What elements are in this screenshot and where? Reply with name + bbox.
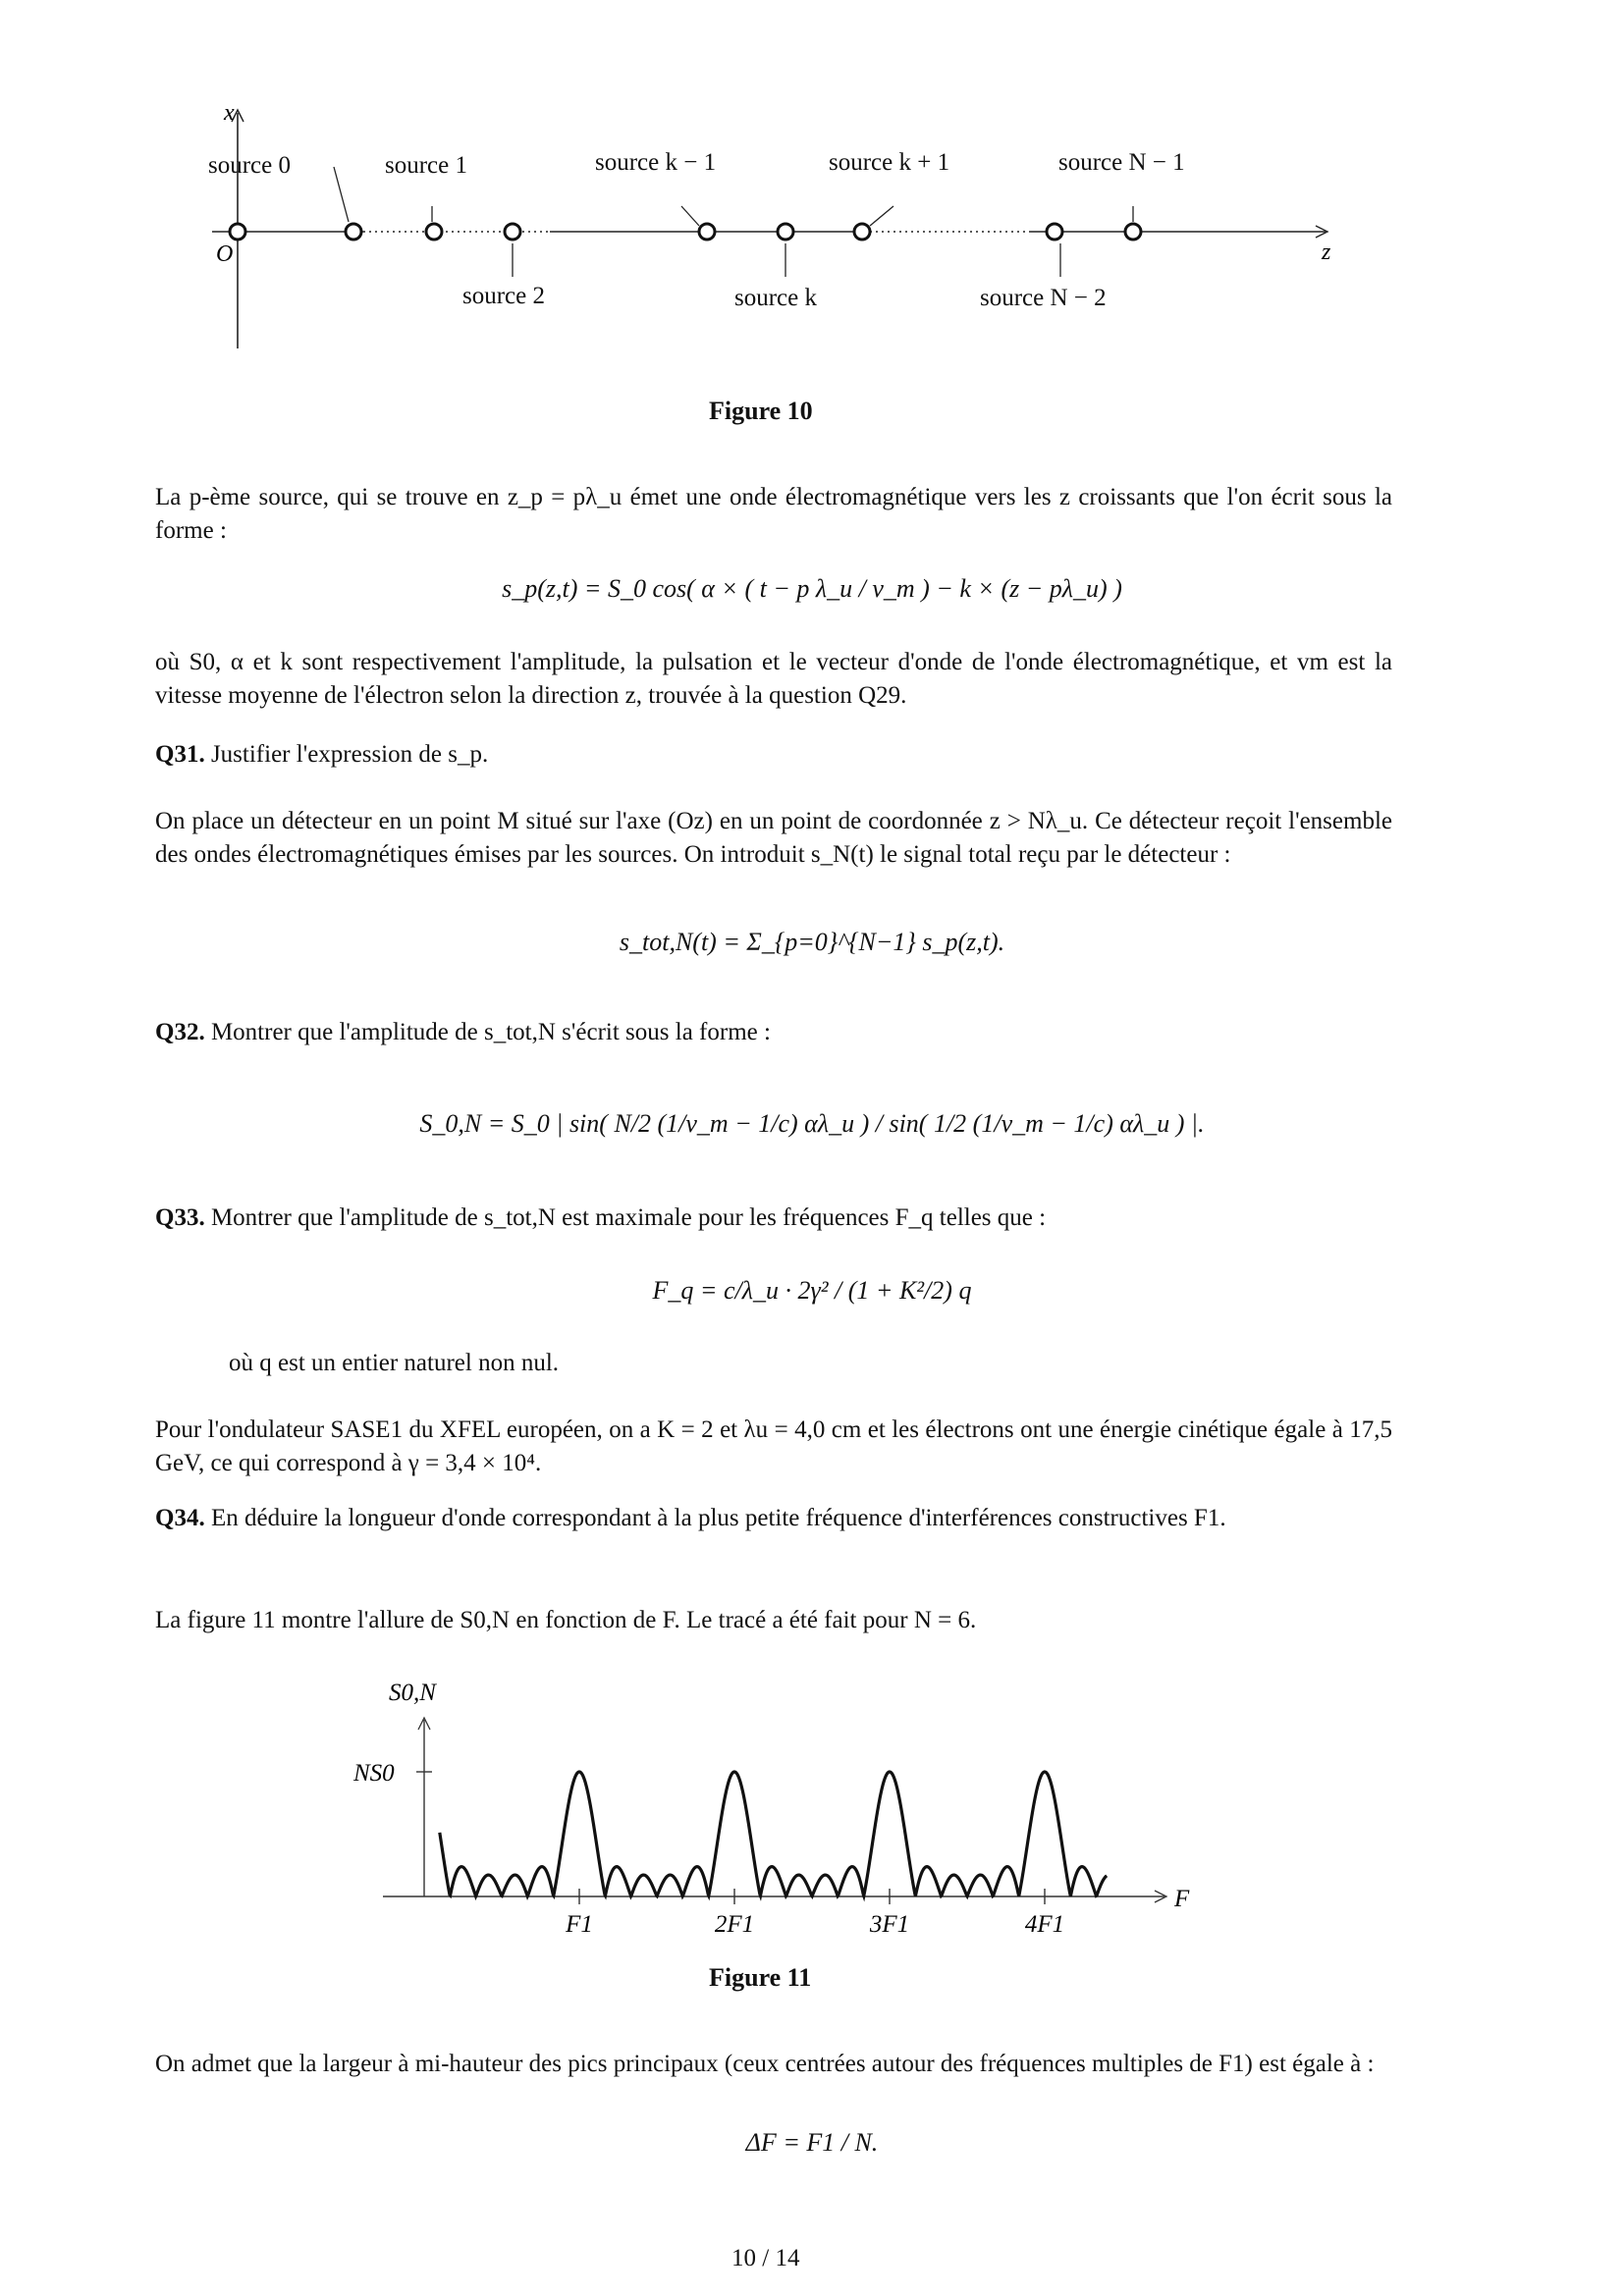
q32-text: Montrer que l'amplitude de s_tot,N s'écrit sous la forme : [210, 1019, 771, 1045]
sase-paragraph: Pour l'ondulateur SASE1 du XFEL européen, on a K = 2 et λu = 4,0 cm et les électrons ont une énergie cinétique égale à 17,5 GeV, ce qui correspond à γ = 3,4 × 10⁴. [155, 1416, 1392, 1476]
label-source-1: source 1 [385, 152, 467, 179]
where-paragraph: où S0, α et k sont respectivement l'amplitude, la pulsation et le vecteur d'onde de l'onde électromagnétique, et vm est la vitesse moyenne de l'électron selon la direction z, trouvée à la question Q29. [155, 649, 1392, 709]
intro-paragraph: La p-ème source, qui se trouve en z_p = pλ_u émet une onde électromagnétique vers les z croissants que l'on écrit sous la forme : [155, 484, 1392, 544]
equation-delta-f: ΔF = F1 / N. [745, 2128, 879, 2157]
label-source-k-minus-1: source k − 1 [595, 149, 717, 176]
q33-label: Q33. [155, 1204, 205, 1231]
question-33 [155, 1201, 1392, 1235]
origin-label: O [216, 241, 234, 267]
equation-stot: s_tot,N(t) = Σ_{p=0}^{N−1} s_p(z,t). [619, 928, 1005, 956]
q32-label: Q32. [155, 1019, 205, 1045]
q34-text: En déduire la longueur d'onde correspondant à la plus petite fréquence d'interférences constructives F1. [210, 1505, 1226, 1531]
x-tick-label: F1 [566, 1911, 593, 1938]
label-source-k: source k [734, 285, 817, 311]
chart-series-line [440, 1772, 1107, 1896]
halfwidth-paragraph: On admet que la largeur à mi-hauteur des pics principaux (ceux centrées autour des fréquences multiples de F1) est égale à : [155, 2051, 1375, 2077]
y-tick-label: NS0 [353, 1760, 395, 1787]
fig11-intro: La figure 11 montre l'allure de S0,N en fonction de F. Le tracé a été fait pour N = 6. [155, 1607, 977, 1633]
question-32 [155, 1016, 1392, 1049]
figure-11-title: Figure 11 [709, 1963, 812, 1992]
y-axis-label: S0,N [389, 1680, 436, 1706]
question-34 [155, 1502, 1392, 1535]
equation-sp: s_p(z,t) = S_0 cos( α × ( t − p λ_u / v_m ) − k × (z − pλ_u) ) [502, 574, 1122, 603]
label-source-2: source 2 [462, 283, 545, 309]
label-source-n-minus-1: source N − 1 [1058, 149, 1185, 176]
q33-after: où q est un entier naturel non nul. [229, 1350, 560, 1376]
axis-x-label: x [224, 100, 235, 126]
x-tick-label: 2F1 [714, 1911, 755, 1938]
label-source-0: source 0 [208, 152, 291, 179]
q31-text: Justifier l'expression de s_p. [210, 741, 489, 768]
detector-paragraph: On place un détecteur en un point M situé sur l'axe (Oz) en un point de coordonnée z > Nλ_u. Ce détecteur reçoit l'ensemble des ondes électromagnétiques émises par les sources. On introduit s_N(t) le signal total reçu par le détecteur : [155, 808, 1392, 868]
axis-z-label: z [1322, 240, 1331, 265]
figure-11-chart [334, 1669, 1218, 1938]
question-31 [155, 738, 1392, 772]
q34-label: Q34. [155, 1505, 205, 1531]
x-axis-label: F [1174, 1886, 1190, 1912]
figure-10-title: Figure 10 [709, 397, 813, 425]
q33-text: Montrer que l'amplitude de s_tot,N est maximale pour les fréquences F_q telles que : [210, 1204, 1047, 1231]
equation-fq: F_q = c/λ_u · 2γ² / (1 + K²/2) q [652, 1276, 972, 1305]
x-tick-label: 3F1 [869, 1911, 910, 1938]
figure-10-diagram [147, 98, 1345, 363]
equation-s0n: S_0,N = S_0 | sin( N/2 (1/v_m − 1/c) αλ_u ) / sin( 1/2 (1/v_m − 1/c) αλ_u ) |. [419, 1109, 1205, 1138]
q31-label: Q31. [155, 741, 205, 768]
label-source-n-minus-2: source N − 2 [980, 285, 1107, 311]
page-number: 10 / 14 [731, 2245, 800, 2271]
x-tick-label: 4F1 [1024, 1911, 1065, 1938]
label-source-k-plus-1: source k + 1 [829, 149, 950, 176]
chart-axes [383, 1718, 1166, 1902]
